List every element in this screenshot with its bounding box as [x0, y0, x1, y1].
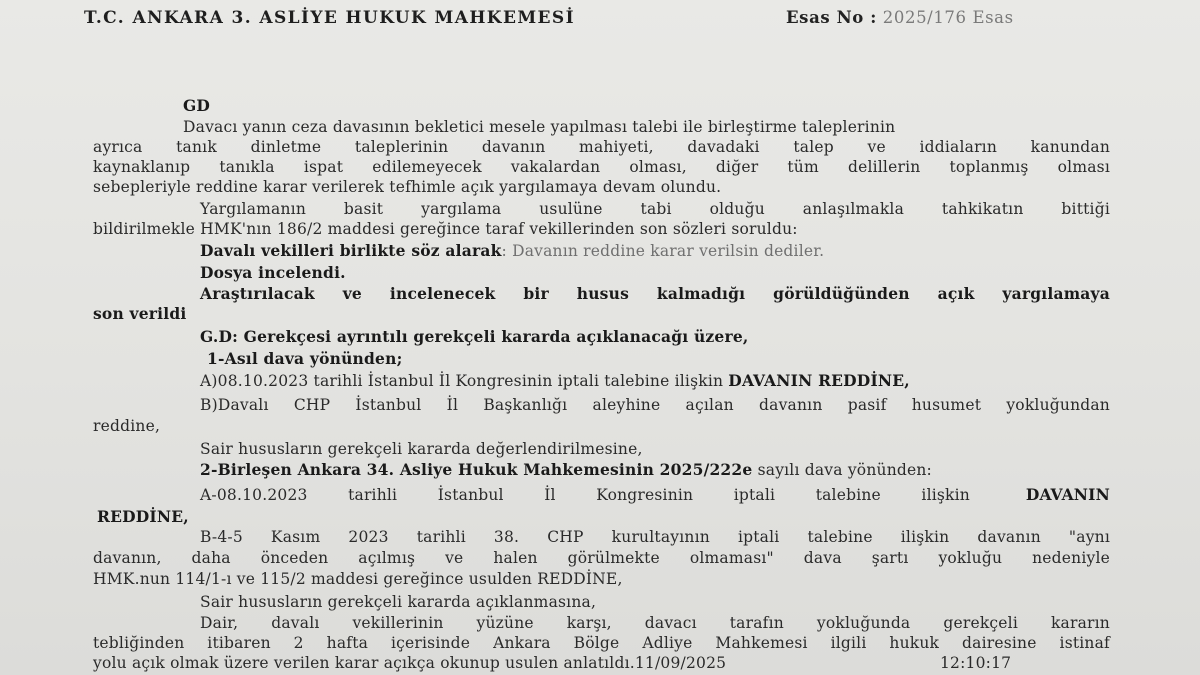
birlesen-line [200, 461, 932, 479]
esas-label: Esas No : [786, 8, 877, 27]
esas-number [786, 9, 1014, 27]
birlesen-b-line-3: HMK.nun 114/1-ı ve 115/2 maddesi gereğince usulden REDDİNE, [93, 570, 623, 588]
dair-line-1: Dair, davalı vekillerinin yüzüne karşı, davacı tarafın yokluğunda gerekçeli kararın [200, 614, 1110, 632]
dair-line-2: tebliğinden itibaren 2 hafta içerisinde Ankara Bölge Adliye Mahkemesi ilgili hukuk dairesine istinaf [93, 634, 1110, 652]
sair-1: Sair hususların gerekçeli kararda değerlendirilmesine, [200, 440, 643, 458]
p2-line-2: bildirilmekle HMK'nın 186/2 maddesi gereğince taraf vekillerinden son sözleri soruldu: [93, 220, 798, 238]
birlesen-b-line-1: B-4-5 Kasım 2023 tarihli 38. CHP kurultayının iptali talebine ilişkin davanın "aynı [200, 528, 1110, 546]
birlesen-a-line [200, 486, 1110, 504]
court-title: T.C. ANKARA 3. ASLİYE HUKUK MAHKEMESİ [84, 8, 575, 28]
asil-a-bold: DAVANIN REDDİNE, [728, 371, 910, 390]
davali-line [200, 242, 824, 260]
p1-line-4: sebepleriyle reddine karar verilerek tefhimle açık yargılamaya devam olundu. [93, 178, 722, 196]
sair-2: Sair hususların gerekçeli kararda açıklanmasına, [200, 593, 597, 611]
asil-b-line-1: B)Davalı CHP İstanbul İl Başkanlığı aleyhine açılan davanın pasif husumet yokluğundan [200, 396, 1110, 414]
birlesen-b-line-2: davanın, daha önceden açılmış ve halen görülmekte olmaması" dava şartı yokluğu nedeniyle [93, 549, 1110, 567]
davali-bold: Davalı vekilleri birlikte söz alarak [200, 241, 502, 260]
birlesen-a-bold-2: REDDİNE, [97, 507, 189, 526]
asil-a-text: A)08.10.2023 tarihli İstanbul İl Kongresinin iptali talebine ilişkin [200, 372, 729, 390]
dosya-incelendi: Dosya incelendi. [200, 263, 346, 282]
esas-value: 2025/176 Esas [882, 8, 1014, 27]
asil-dava: 1-Asıl dava yönünden; [207, 349, 403, 368]
p1-line-2: ayrıca tanık dinletme taleplerinin davanın mahiyeti, davadaki talep ve iddiaların kanundan [93, 138, 1110, 156]
p2-line-1: Yargılamanın basit yargılama usulüne tabi olduğu anlaşılmakla tahkikatın bittiği [200, 200, 1110, 218]
p1-line-1: Davacı yanın ceza davasının bekletici mesele yapılması talebi ile birleştirme taleplerinin [183, 118, 896, 136]
birlesen-a-text: A-08.10.2023 tarihli İstanbul İl Kongresinin iptali talebine ilişkin [200, 486, 970, 504]
birlesen-rest: sayılı dava yönünden: [752, 461, 932, 479]
asil-b-line-2: reddine, [93, 417, 161, 435]
son-verildi: son verildi [93, 304, 187, 323]
birlesen-a-bold-1: DAVANIN [1025, 485, 1110, 504]
p1-line-3: kaynaklanıp tanıkla ispat edilemeyecek vakalardan olması, diğer tüm delillerin toplanmış olması [93, 158, 1110, 176]
gd-heading: GD [183, 96, 211, 115]
decision-time: 12:10:17 [940, 654, 1012, 672]
arastirilacak-line: Araştırılacak ve incelenecek bir husus kalmadığı görüldüğünden açık yargılamaya [200, 284, 1110, 303]
dair-line-3: yolu açık olmak üzere verilen karar açıkça okunup usulen anlatıldı.11/09/2025 [93, 654, 727, 672]
davali-rest: : Davanın reddine karar verilsin dediler. [501, 242, 825, 260]
gd-gerekce: G.D: Gerekçesi ayrıntılı gerekçeli kararda açıklanacağı üzere, [200, 327, 749, 346]
asil-a-line [200, 372, 910, 390]
birlesen-bold: 2-Birleşen Ankara 34. Asliye Hukuk Mahkemesinin 2025/222e [200, 460, 753, 479]
